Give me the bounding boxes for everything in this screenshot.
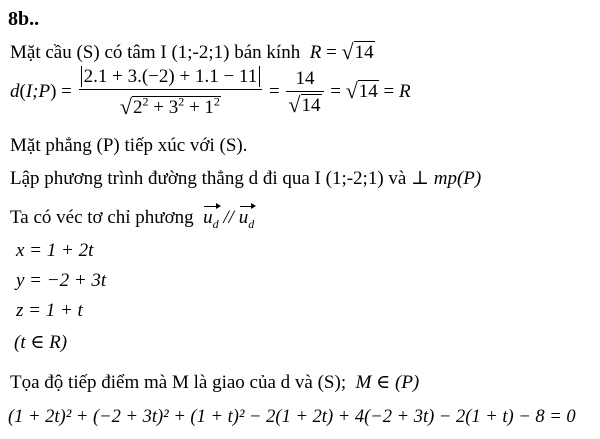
distance-symbol: d — [10, 81, 20, 103]
line-equation-text: Lập phương trình đường thẳng d đi qua I (1;-2;1) và — [10, 168, 407, 189]
parallel-symbol: // — [223, 207, 234, 228]
vector-u-d: $u_d$ — [203, 207, 219, 235]
sphere-statement-text: Mặt cầu (S) có tâm I (1;-2;1) bán kính — [10, 42, 301, 63]
distance-fraction: $\frac{2.1 + 3.(-2) + 1.1 - 11}{√2^2 + 3^2 + 1^2}$ — [79, 66, 263, 119]
param-y: y = −2 + 3t — [16, 270, 107, 291]
plane-label: mp(P) — [433, 168, 482, 189]
equals-sign: = — [326, 42, 337, 63]
substitution-equation: (1 + 2t)² + (−2 + 3t)² + (1 + t)² − 2(1 + 2t) + 4(−2 + 3t) − 2(1 + t) − 8 = 0 — [8, 407, 576, 427]
numerator-abs: 2.1 + 3.(−2) + 1.1 − 11 — [81, 66, 261, 87]
point-membership: M ∈ (P) — [355, 372, 420, 393]
tangent-statement: Mặt phẳng (P) tiếp xúc với (S). — [10, 135, 248, 156]
direction-vector-statement — [10, 207, 254, 235]
direction-vector-text: Ta có véc tơ chỉ phương — [10, 207, 194, 228]
tangent-point-statement — [10, 372, 419, 394]
simplified-fraction: $\frac{14}{√14}$ — [286, 68, 323, 117]
param-z: z = 1 + t — [16, 300, 83, 321]
line-equation-statement — [10, 168, 481, 190]
tangent-point-text: Tọa độ tiếp điểm mà M là giao của d và (S); — [10, 372, 347, 393]
distance-formula: d(I;P) = $\frac{2.1 + 3.(-2) + 1.1 - 11}{√2^2 + 3^2 + 1^2}$ = $\frac{14}{√14}$ = √14 = R — [10, 66, 411, 120]
result-sqrt: √14 — [345, 78, 378, 104]
param-domain: (t ∈ R) — [14, 332, 68, 353]
sphere-statement — [10, 40, 375, 64]
problem-heading: 8b.. — [8, 8, 40, 30]
param-x: x = 1 + 2t — [16, 240, 94, 261]
radius-sqrt: √14 — [341, 39, 374, 64]
distance-args: I;P — [25, 81, 51, 103]
radius-symbol: R — [309, 42, 322, 63]
vector-u-d-2: $u_d$ — [239, 207, 255, 235]
result-radius: R — [399, 81, 411, 103]
perpendicular-symbol: ⊥ — [411, 168, 429, 189]
